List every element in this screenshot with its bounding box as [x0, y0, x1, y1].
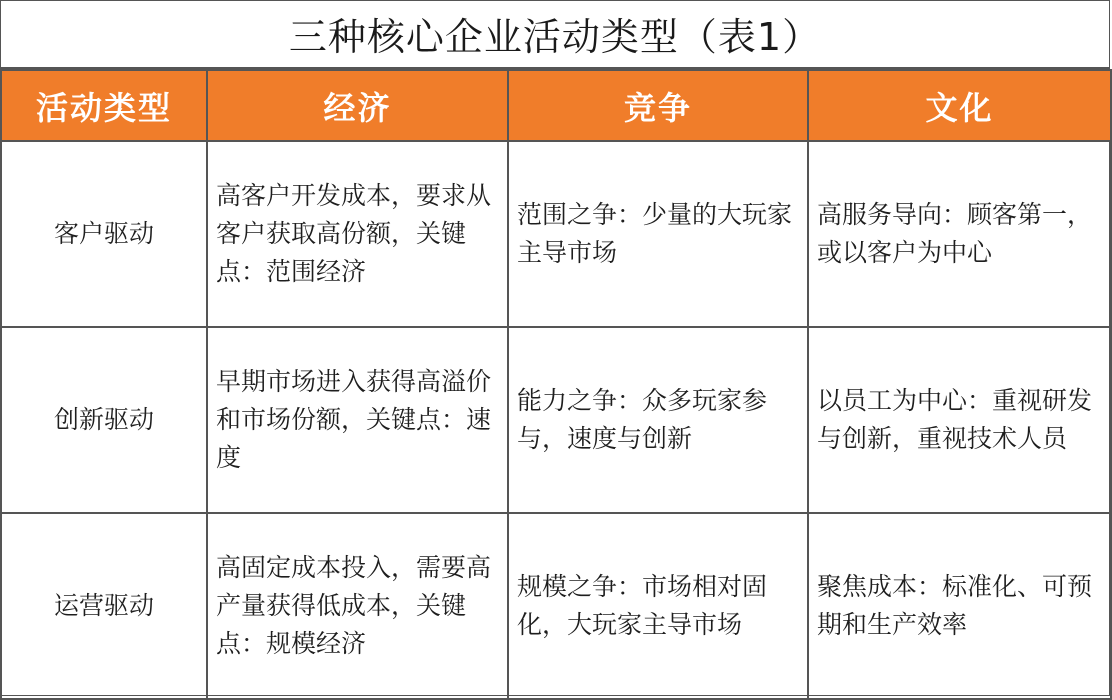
cell-competition: 规模之争：市场相对固化，大玩家主导市场	[508, 513, 808, 699]
cell-culture: 以员工为中心：重视研发与创新，重视技术人员	[808, 327, 1111, 513]
activity-types-table	[0, 69, 1112, 700]
header-row	[1, 70, 1111, 141]
header-activity-type: 活动类型	[1, 70, 207, 141]
header-economy: 经济	[207, 70, 508, 141]
table-title-row	[0, 0, 1110, 69]
cell-type: 创新驱动	[1, 327, 207, 513]
table-title: 三种核心企业活动类型（表1）	[288, 15, 822, 59]
table-row	[1, 327, 1111, 513]
cell-competition: 能力之争：众多玩家参与，速度与创新	[508, 327, 808, 513]
table-row	[1, 513, 1111, 699]
cell-type: 客户驱动	[1, 141, 207, 327]
cell-economy: 早期市场进入获得高溢价和市场份额，关键点：速度	[207, 327, 508, 513]
cell-type: 运营驱动	[1, 513, 207, 699]
cell-culture: 高服务导向：顾客第一，或以客户为中心	[808, 141, 1111, 327]
cell-competition: 范围之争：少量的大玩家主导市场	[508, 141, 808, 327]
cell-economy: 高固定成本投入，需要高产量获得低成本，关键点：规模经济	[207, 513, 508, 699]
cell-economy: 高客户开发成本，要求从客户获取高份额，关键点：范围经济	[207, 141, 508, 327]
table-row	[1, 141, 1111, 327]
cell-culture: 聚焦成本：标准化、可预期和生产效率	[808, 513, 1111, 699]
header-culture: 文化	[808, 70, 1111, 141]
header-competition: 竞争	[508, 70, 808, 141]
